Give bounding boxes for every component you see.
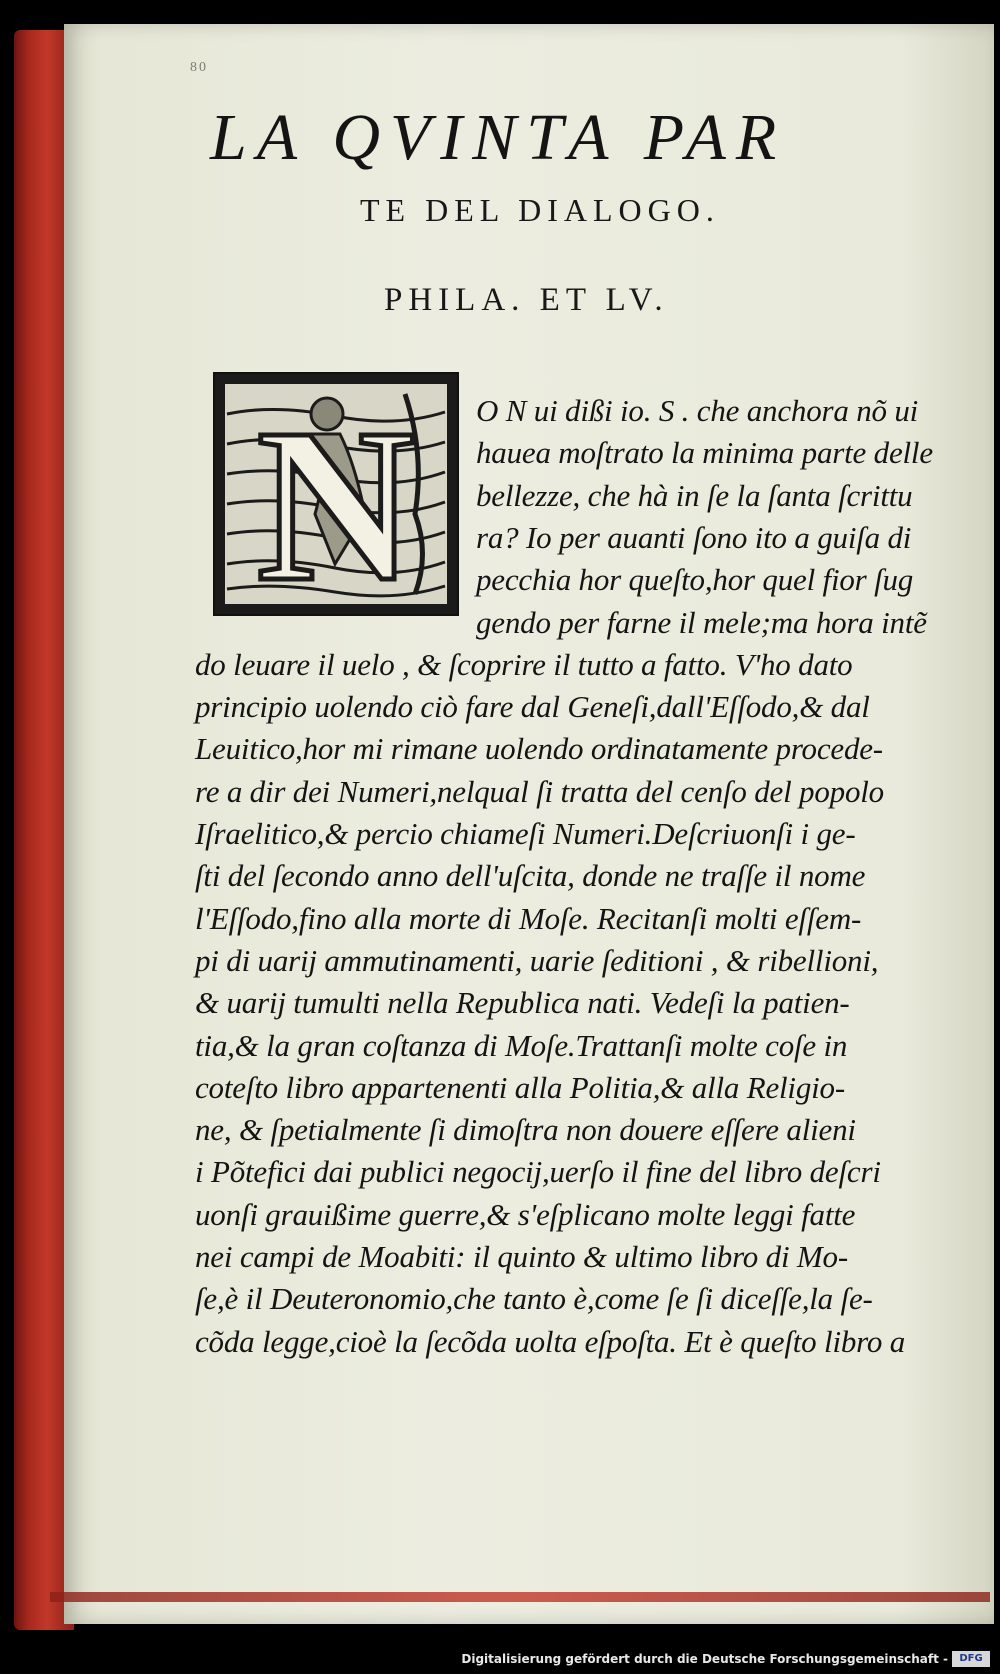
text-line: ra? Io per auanti ſono ito a guiſa di xyxy=(476,519,912,555)
text-line: principio uolendo ciò fare dal Geneſi,dall'Eſſodo,& dal xyxy=(195,689,870,725)
text-line: cõda legge,cioè la ſecõda uolta eſpoſta. Et è queſto libro a xyxy=(195,1323,906,1359)
text-line: ne, & ſpetialmente ſi dimoſtra non douere eſſere alieni xyxy=(195,1112,856,1148)
digitization-credit: Digitalisierung gefördert durch die Deutsche Forschungsgemeinschaft - xyxy=(461,1652,948,1666)
text-line: coteſto libro appartenenti alla Politia,& alla Religio- xyxy=(195,1069,845,1105)
text-line: uonſi grauißime guerre,& s'eſplicano molte leggi fatte xyxy=(195,1196,856,1232)
text-line: pecchia hor queſto,hor quel fior ſug xyxy=(476,562,914,598)
text-line: & uarij tumulti nella Republica nati. Vedeſi la patien- xyxy=(195,985,850,1021)
decorated-initial xyxy=(213,372,459,616)
text-line: i Põtefici dai publici negocij,uerſo il fine del libro deſcri xyxy=(195,1154,881,1190)
text-line: nei campi de Moabiti: il quinto & ultimo libro di Mo- xyxy=(195,1239,848,1274)
woodcut-initial-icon xyxy=(215,374,457,614)
dfg-logo: DFG xyxy=(952,1651,990,1667)
text-line: O N ui dißi io. S . che anchora nõ ui xyxy=(476,393,919,428)
text-line: Iſraelitico,& percio chiameſi Numeri.Deſcriuonſi i ge- xyxy=(195,816,856,851)
text-line: gendo per farne il mele;ma hora intẽ xyxy=(476,604,927,640)
text-line: ſti del ſecondo anno dell'uſcita, donde ne traſſe il nome xyxy=(195,858,866,894)
text-line: pi di uarij ammutinamenti, uarie ſeditioni , & ribellioni, xyxy=(195,942,879,978)
text-line: do leuare il uelo , & ſcoprire il tutto a fatto. V'ho dato xyxy=(195,646,853,682)
initial-letter: N xyxy=(256,383,416,614)
text-line: haueа moſtrato la minima parte delle xyxy=(476,435,933,471)
folio-number: 80 xyxy=(190,60,208,75)
chapter-subtitle: TE DEL DIALOGO. xyxy=(360,192,720,228)
text-line: re a dir dei Numeri,nelqual ſi tratta del cenſo del popolo xyxy=(195,773,884,809)
text-line: tia,& la gran coſtanza di Moſe.Trattanſi molte coſe in xyxy=(195,1027,848,1063)
chapter-title: LA QVINTA PAR xyxy=(210,101,787,174)
speakers-heading: PHILA. ET LV. xyxy=(384,282,669,318)
text-line: Leuitico,hor mi rimane uolendo ordinatamente procede- xyxy=(195,731,883,767)
page-bottom-edge xyxy=(50,1592,990,1602)
text-line: l'Eſſodo,fino alla morte di Moſe. Recitanſi molti eſſem- xyxy=(195,900,862,936)
text-line: bellezze, che hà in ſe la ſanta ſcrittu xyxy=(476,477,913,513)
text-line: ſe,è il Deuteronomio,che tanto è,come ſe ſi diceſſe,la ſe- xyxy=(195,1281,873,1317)
